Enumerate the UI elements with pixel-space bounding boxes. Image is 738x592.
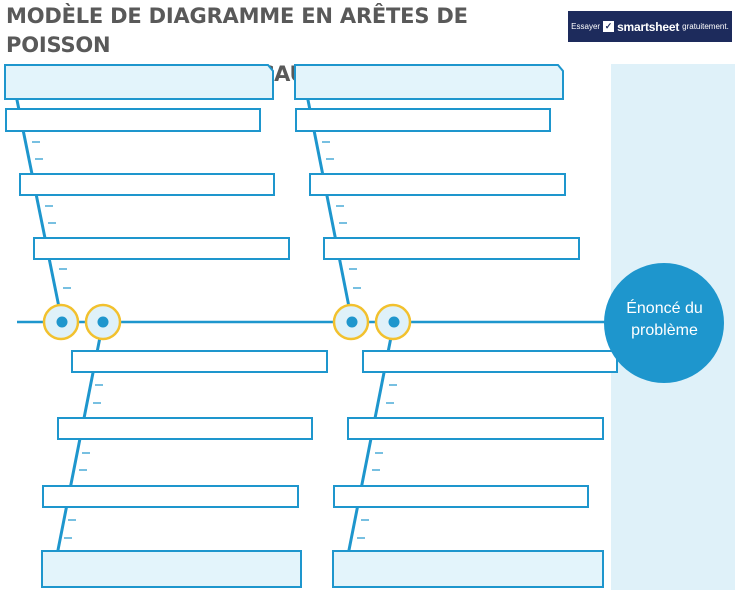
cause-box[interactable] <box>72 351 327 372</box>
cause-box[interactable] <box>334 486 588 507</box>
title-line-1: MODÈLE DE DIAGRAMME EN ARÊTES DE POISSON <box>6 4 468 57</box>
cause-box[interactable] <box>363 351 617 372</box>
joint-dot <box>57 317 68 328</box>
bone-upper-right <box>308 100 352 322</box>
check-icon: ✓ <box>604 21 613 31</box>
category-box-top-right[interactable] <box>295 65 563 99</box>
cause-box[interactable] <box>43 486 298 507</box>
cause-box[interactable] <box>296 109 550 131</box>
cause-box[interactable] <box>58 418 312 439</box>
cause-box[interactable] <box>310 174 565 195</box>
joint-dot <box>98 317 109 328</box>
problem-line-1: Énoncé du <box>626 300 703 317</box>
joint-dot <box>389 317 400 328</box>
category-box-bottom-right[interactable] <box>333 551 603 587</box>
category-box-bottom-left[interactable] <box>42 551 301 587</box>
banner-prefix: Essayer <box>571 22 601 31</box>
problem-line-2: problème <box>631 322 698 339</box>
bone-upper-left <box>17 100 62 322</box>
cause-box[interactable] <box>324 238 579 259</box>
joint-dot <box>347 317 358 328</box>
category-box-top-left[interactable] <box>5 65 273 99</box>
problem-statement-label <box>606 298 723 342</box>
cause-box[interactable] <box>6 109 260 131</box>
banner-suffix: gratuitement. <box>682 22 729 31</box>
cause-box[interactable] <box>34 238 289 259</box>
cause-box[interactable] <box>20 174 274 195</box>
banner-brand: smartsheet <box>617 19 680 34</box>
cause-box[interactable] <box>348 418 603 439</box>
